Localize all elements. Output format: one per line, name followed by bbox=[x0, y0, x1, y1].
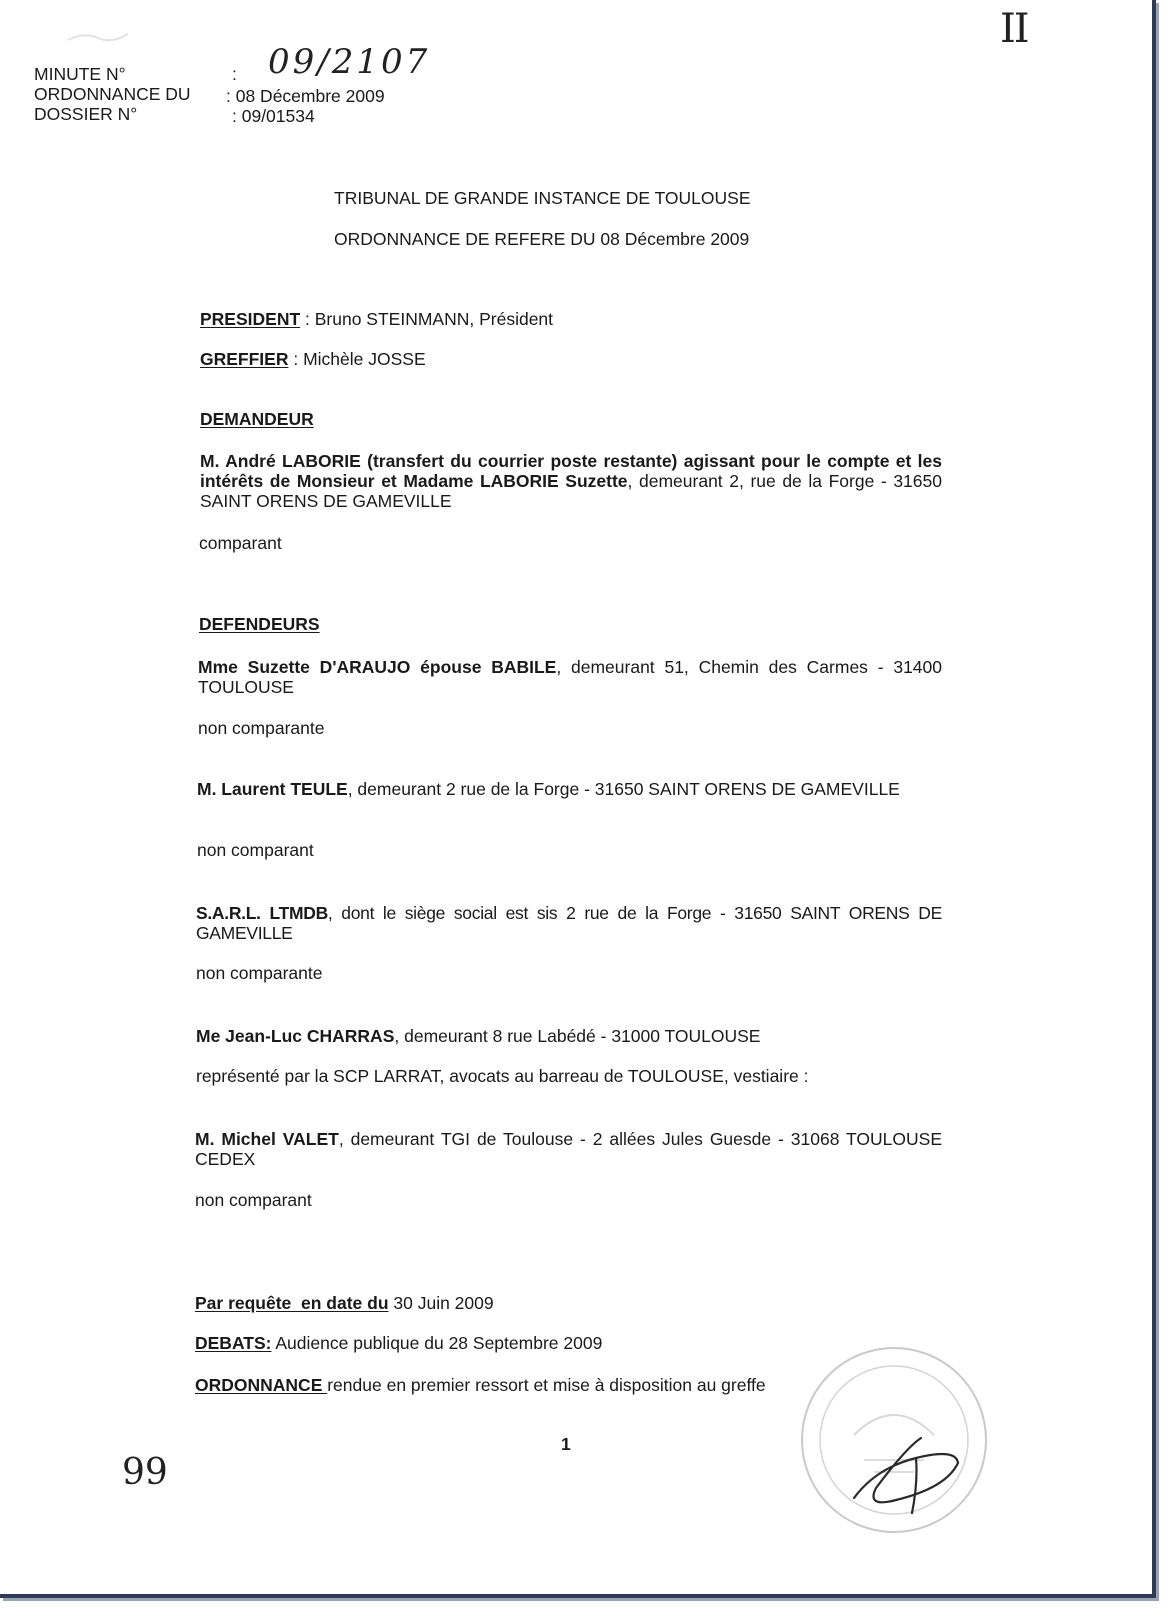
defendeur-party bbox=[196, 903, 942, 943]
defendeur-status: non comparante bbox=[198, 718, 325, 738]
debats-value: Audience publique du 28 Septembre 2009 bbox=[271, 1333, 603, 1353]
defendeur-address: , demeurant TGI de Toulouse - 2 allées Jules Guesde - 31068 TOULOUSE CEDEX bbox=[195, 1129, 942, 1169]
greffier-line bbox=[200, 349, 426, 370]
greffier-label: GREFFIER bbox=[200, 349, 289, 369]
ordonnance-line bbox=[195, 1375, 766, 1396]
handwritten-page-note: 99 bbox=[122, 1452, 168, 1493]
defendeur-party bbox=[197, 779, 942, 799]
requete-label: Par requête en date du bbox=[195, 1293, 389, 1313]
defendeur-name: S.A.R.L. LTMDB bbox=[196, 903, 328, 923]
defendeur-name: Mme Suzette D'ARAUJO épouse BABILE bbox=[198, 657, 557, 677]
demandeur-name: M. André LABORIE (transfert du courrier poste restante) agissant pour le compte et les intérêts de Monsieur et Madame LABORIE Suzette bbox=[200, 451, 942, 491]
minute-colon: : bbox=[232, 64, 237, 84]
court-name: TRIBUNAL DE GRANDE INSTANCE DE TOULOUSE bbox=[334, 188, 751, 208]
president-value: : Bruno STEINMANN, Président bbox=[300, 309, 554, 329]
dossier-number: : 09/01534 bbox=[232, 106, 315, 126]
ordonnance-date: : 08 Décembre 2009 bbox=[226, 86, 385, 106]
defendeur-status: non comparante bbox=[196, 963, 323, 983]
defendeur-address: , demeurant 8 rue Labédé - 31000 TOULOUSE bbox=[394, 1026, 761, 1046]
dossier-label: DOSSIER N° bbox=[34, 104, 138, 124]
page-number: 1 bbox=[561, 1434, 571, 1454]
defendeur-party bbox=[198, 657, 942, 697]
requete-line bbox=[195, 1293, 494, 1314]
minute-label: MINUTE N° bbox=[34, 64, 126, 84]
defendeur-name: M. Laurent TEULE bbox=[197, 779, 348, 799]
ordonnance-mention-label: ORDONNANCE bbox=[195, 1375, 328, 1395]
defendeur-name: Me Jean-Luc CHARRAS bbox=[196, 1026, 395, 1046]
order-title: ORDONNANCE DE REFERE DU 08 Décembre 2009 bbox=[334, 229, 750, 249]
defendeur-representation: représenté par la SCP LARRAT, avocats au barreau de TOULOUSE, vestiaire : bbox=[196, 1066, 809, 1086]
debats-label: DEBATS: bbox=[195, 1333, 272, 1353]
president-label: PRESIDENT bbox=[200, 309, 301, 329]
demandeur-status: comparant bbox=[199, 533, 282, 553]
scan-smudge bbox=[64, 24, 134, 48]
defendeur-address: , demeurant 2 rue de la Forge - 31650 SAINT ORENS DE GAMEVILLE bbox=[347, 779, 900, 799]
requete-date: 30 Juin 2009 bbox=[388, 1293, 494, 1313]
demandeur-heading: DEMANDEUR bbox=[200, 409, 314, 429]
defendeur-address: , dont le siège social est sis 2 rue de la Forge - 31650 SAINT ORENS DE GAMEVILLE bbox=[196, 903, 942, 943]
defendeur-address: , demeurant 51, Chemin des Carmes - 31400 TOULOUSE bbox=[198, 657, 942, 697]
defendeur-name: M. Michel VALET bbox=[195, 1129, 339, 1149]
ordonnance-label: ORDONNANCE DU bbox=[34, 84, 191, 104]
defendeur-status: non comparant bbox=[195, 1190, 312, 1210]
defendeurs-heading: DEFENDEURS bbox=[199, 614, 320, 634]
defendeur-status: non comparant bbox=[197, 840, 314, 860]
corner-mark: II bbox=[1000, 6, 1028, 52]
signature bbox=[846, 1428, 976, 1518]
debats-line bbox=[195, 1333, 602, 1354]
demandeur-party bbox=[200, 451, 942, 511]
handwritten-minute-number: 09/2107 bbox=[268, 42, 431, 82]
president-line bbox=[200, 309, 553, 330]
ordonnance-mention-value: rendue en premier ressort et mise à disposition au greffe bbox=[327, 1375, 766, 1395]
demandeur-address: , demeurant 2, rue de la Forge - 31650 SAINT ORENS DE GAMEVILLE bbox=[200, 471, 942, 511]
defendeur-party bbox=[196, 1026, 942, 1046]
defendeur-party bbox=[195, 1129, 942, 1169]
greffier-value: : Michèle JOSSE bbox=[288, 349, 426, 369]
